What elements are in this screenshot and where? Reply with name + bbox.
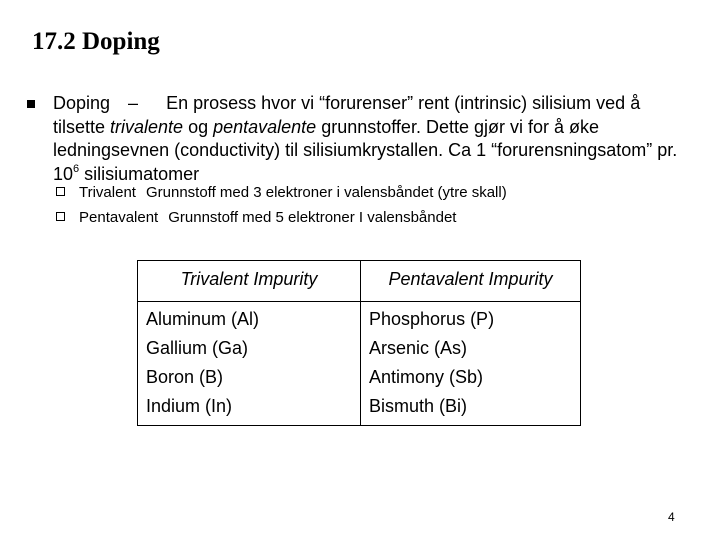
text-part1: En prosess hvor vi “forurenser” rent (intrinsic) silisium ved å tilsette <box>53 93 641 137</box>
exponent: 6 <box>73 162 80 175</box>
page-number: 4 <box>668 510 675 524</box>
list-item: Antimony (Sb) <box>369 367 484 387</box>
text-pentavalente: pentavalente <box>213 116 317 137</box>
sub-term: Pentavalent <box>79 209 159 226</box>
term-doping: Doping <box>53 93 111 113</box>
sub-bullet-trivalent <box>56 184 507 202</box>
checkbox-bullet-icon <box>56 212 65 221</box>
text-part3: silisiumatomer <box>79 163 200 184</box>
list-item: Bismuth (Bi) <box>369 396 468 416</box>
trivalent-list <box>137 301 361 426</box>
list-item: Arsenic (As) <box>369 338 468 358</box>
sub-bullet-pentavalent <box>56 209 456 227</box>
sub-definition: Grunnstoff med 3 elektroner i valensbåndet (ytre skall) <box>145 184 507 201</box>
header-pentavalent: Pentavalent Impurity <box>360 260 581 302</box>
list-item: Phosphorus (P) <box>369 309 495 329</box>
header-trivalent: Trivalent Impurity <box>137 260 361 302</box>
list-item: Boron (B) <box>146 367 224 387</box>
text-part2: grunnstoffer. Dette gjør vi for å øke ledningsevnen (conductivity) til silisiumkrystallen. Ca 1 “forurensningsatom” pr. 10 <box>53 116 678 184</box>
list-item: Indium (In) <box>146 396 233 416</box>
checkbox-bullet-icon <box>56 187 65 196</box>
bullet-square-icon <box>27 100 35 108</box>
slide-title: 17.2 Doping <box>32 28 160 55</box>
pentavalent-list <box>360 301 581 426</box>
sub-term: Trivalent <box>79 184 136 201</box>
main-bullet-text <box>53 92 693 186</box>
dash: – <box>128 93 139 113</box>
list-item: Gallium (Ga) <box>146 338 249 358</box>
list-item: Aluminum (Al) <box>146 309 260 329</box>
text-og: og <box>183 116 214 137</box>
impurity-table <box>137 260 581 426</box>
sub-definition: Grunnstoff med 5 elektroner I valensbåndet <box>168 209 457 226</box>
text-trivalente: trivalente <box>110 116 184 137</box>
